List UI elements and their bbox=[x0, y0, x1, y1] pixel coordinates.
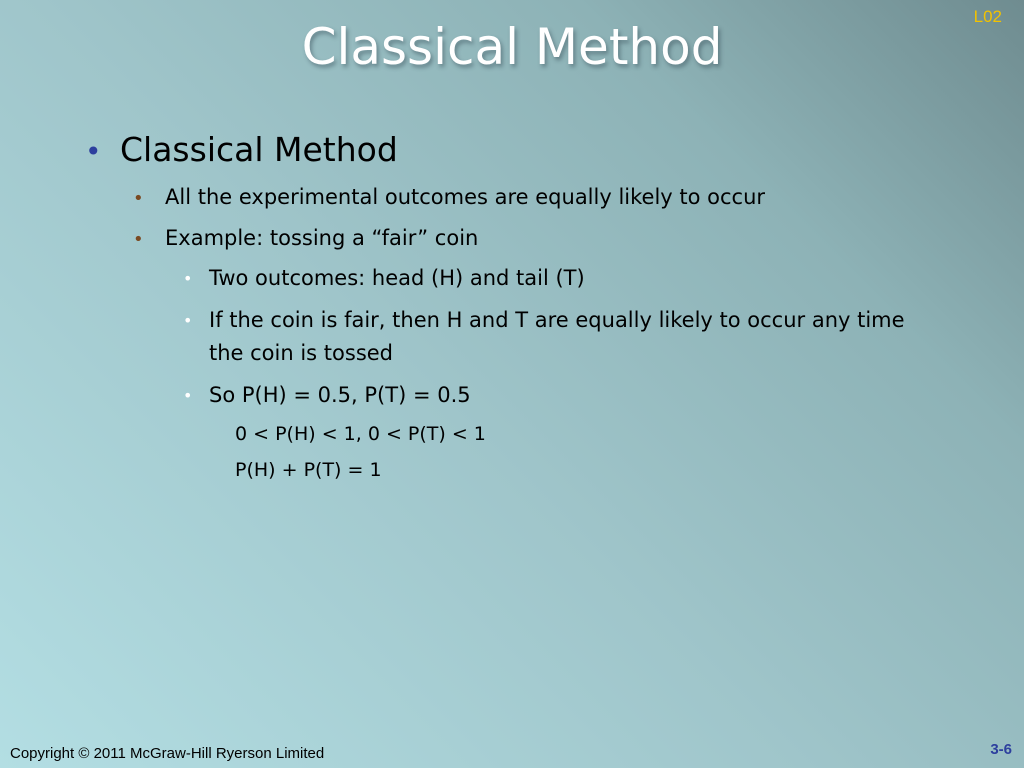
bullet-icon: • bbox=[183, 386, 193, 405]
page-number: 3-6 bbox=[990, 741, 1012, 758]
bullet-icon: • bbox=[133, 188, 144, 209]
bullet-text: So P(H) = 0.5, P(T) = 0.5 bbox=[209, 383, 471, 407]
bullet-level1-classical-method bbox=[85, 128, 398, 174]
bullet-text: Classical Method bbox=[120, 130, 398, 169]
bullet-text: Example: tossing a “fair” coin bbox=[165, 226, 479, 250]
bullet-icon: • bbox=[133, 229, 144, 250]
bullet-level2-equally-likely bbox=[133, 182, 765, 214]
bullet-text: If the coin is fair, then H and T are equally likely to occur any time the coin is tossed bbox=[209, 308, 905, 365]
bullet-icon: • bbox=[183, 311, 193, 330]
bullet-level3-probabilities bbox=[183, 379, 923, 412]
copyright-notice: Copyright © 2011 McGraw-Hill Ryerson Limited bbox=[10, 745, 325, 762]
equation-sum: P(H) + P(T) = 1 bbox=[235, 459, 382, 481]
learning-objective-tag: L02 bbox=[973, 7, 1002, 26]
bullet-level2-example bbox=[133, 223, 478, 255]
bullet-icon: • bbox=[183, 269, 193, 288]
bullet-icon: • bbox=[85, 135, 102, 168]
bullet-text: All the experimental outcomes are equally likely to occur bbox=[165, 185, 766, 209]
bullet-level3-fair-coin bbox=[183, 304, 923, 370]
bullet-level3-two-outcomes bbox=[183, 262, 923, 295]
equation-bounds: 0 < P(H) < 1, 0 < P(T) < 1 bbox=[235, 423, 486, 445]
bullet-text: Two outcomes: head (H) and tail (T) bbox=[209, 266, 585, 290]
slide-title: Classical Method bbox=[301, 18, 723, 76]
